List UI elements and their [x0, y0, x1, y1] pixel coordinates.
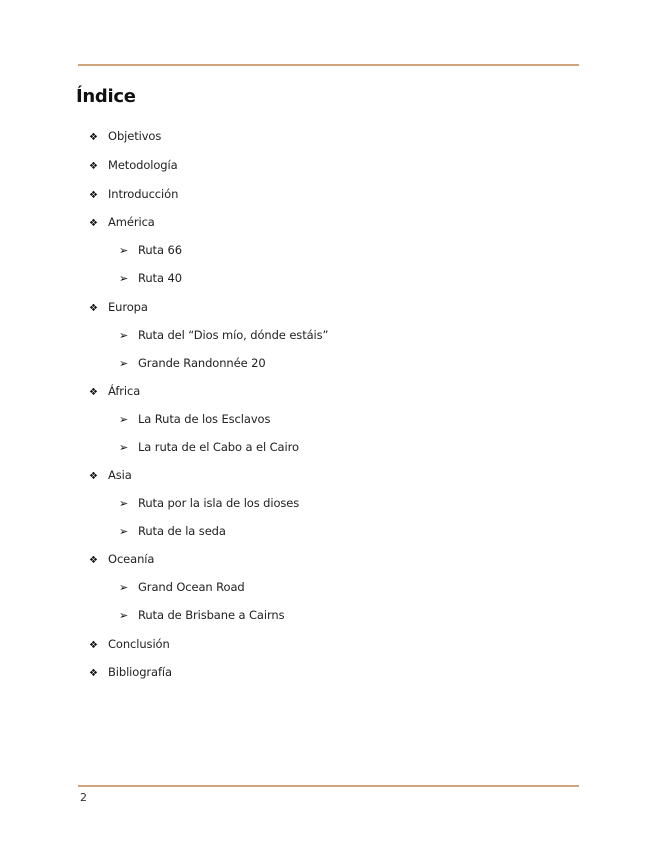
footer-rule — [78, 785, 579, 787]
diamond-bullet-icon: ❖ — [89, 161, 98, 172]
toc-subentry[interactable] — [119, 580, 245, 595]
arrow-bullet-icon: ➢ — [119, 441, 129, 454]
toc-entry-label: Objetivos — [108, 129, 162, 143]
arrow-bullet-icon: ➢ — [119, 329, 129, 342]
toc-entry-label: Grande Randonnée 20 — [138, 356, 266, 370]
arrow-bullet-icon: ➢ — [119, 413, 129, 426]
arrow-bullet-icon: ➢ — [119, 497, 129, 510]
toc-entry[interactable] — [89, 187, 178, 203]
toc-entry-label: América — [108, 215, 155, 229]
arrow-bullet-icon: ➢ — [119, 581, 129, 594]
toc-subentry[interactable] — [119, 608, 284, 623]
toc-entry-label: Ruta 40 — [138, 271, 182, 285]
header-rule — [78, 64, 579, 66]
toc-entry[interactable] — [89, 665, 172, 681]
diamond-bullet-icon: ❖ — [89, 471, 98, 482]
arrow-bullet-icon: ➢ — [119, 357, 129, 370]
diamond-bullet-icon: ❖ — [89, 555, 98, 566]
page-title: Índice — [76, 86, 136, 107]
toc-entry[interactable] — [89, 384, 140, 400]
diamond-bullet-icon: ❖ — [89, 218, 98, 229]
toc-entry-label: Asia — [108, 468, 132, 482]
diamond-bullet-icon: ❖ — [89, 640, 98, 651]
diamond-bullet-icon: ❖ — [89, 387, 98, 398]
diamond-bullet-icon: ❖ — [89, 190, 98, 201]
toc-entry[interactable] — [89, 129, 161, 145]
arrow-bullet-icon: ➢ — [119, 272, 129, 285]
toc-subentry[interactable] — [119, 440, 299, 455]
toc-entry[interactable] — [89, 637, 170, 653]
toc-subentry[interactable] — [119, 271, 182, 286]
arrow-bullet-icon: ➢ — [119, 244, 129, 257]
toc-entry-label: Ruta de la seda — [138, 524, 226, 538]
toc-entry[interactable] — [89, 215, 155, 231]
toc-subentry[interactable] — [119, 496, 299, 511]
toc-subentry[interactable] — [119, 356, 266, 371]
toc-entry[interactable] — [89, 158, 178, 174]
toc-entry-label: Introducción — [108, 187, 179, 201]
toc-entry[interactable] — [89, 300, 148, 316]
toc-entry-label: Metodología — [108, 158, 178, 172]
toc-entry-label: Ruta del “Dios mío, dónde estáis” — [138, 328, 329, 342]
diamond-bullet-icon: ❖ — [89, 132, 98, 143]
toc-entry-label: Conclusión — [108, 637, 170, 651]
toc-entry[interactable] — [89, 552, 154, 568]
toc-entry-label: Ruta 66 — [138, 243, 182, 257]
toc-entry-label: La Ruta de los Esclavos — [138, 412, 271, 426]
arrow-bullet-icon: ➢ — [119, 609, 129, 622]
diamond-bullet-icon: ❖ — [89, 668, 98, 679]
toc-subentry[interactable] — [119, 412, 270, 427]
toc-entry[interactable] — [89, 468, 132, 484]
diamond-bullet-icon: ❖ — [89, 303, 98, 314]
toc-entry-label: Ruta de Brisbane a Cairns — [138, 608, 285, 622]
toc-entry-label: Bibliografía — [108, 665, 172, 679]
toc-entry-label: La ruta de el Cabo a el Cairo — [138, 440, 299, 454]
toc-subentry[interactable] — [119, 243, 182, 258]
toc-subentry[interactable] — [119, 328, 328, 343]
toc-entry-label: Europa — [108, 300, 148, 314]
toc-entry-label: Ruta por la isla de los dioses — [138, 496, 300, 510]
arrow-bullet-icon: ➢ — [119, 525, 129, 538]
page-number: 2 — [80, 791, 87, 804]
toc-subentry[interactable] — [119, 524, 226, 539]
toc-entry-label: Oceanía — [108, 552, 155, 566]
toc-entry-label: Grand Ocean Road — [138, 580, 245, 594]
toc-entry-label: África — [108, 384, 141, 398]
